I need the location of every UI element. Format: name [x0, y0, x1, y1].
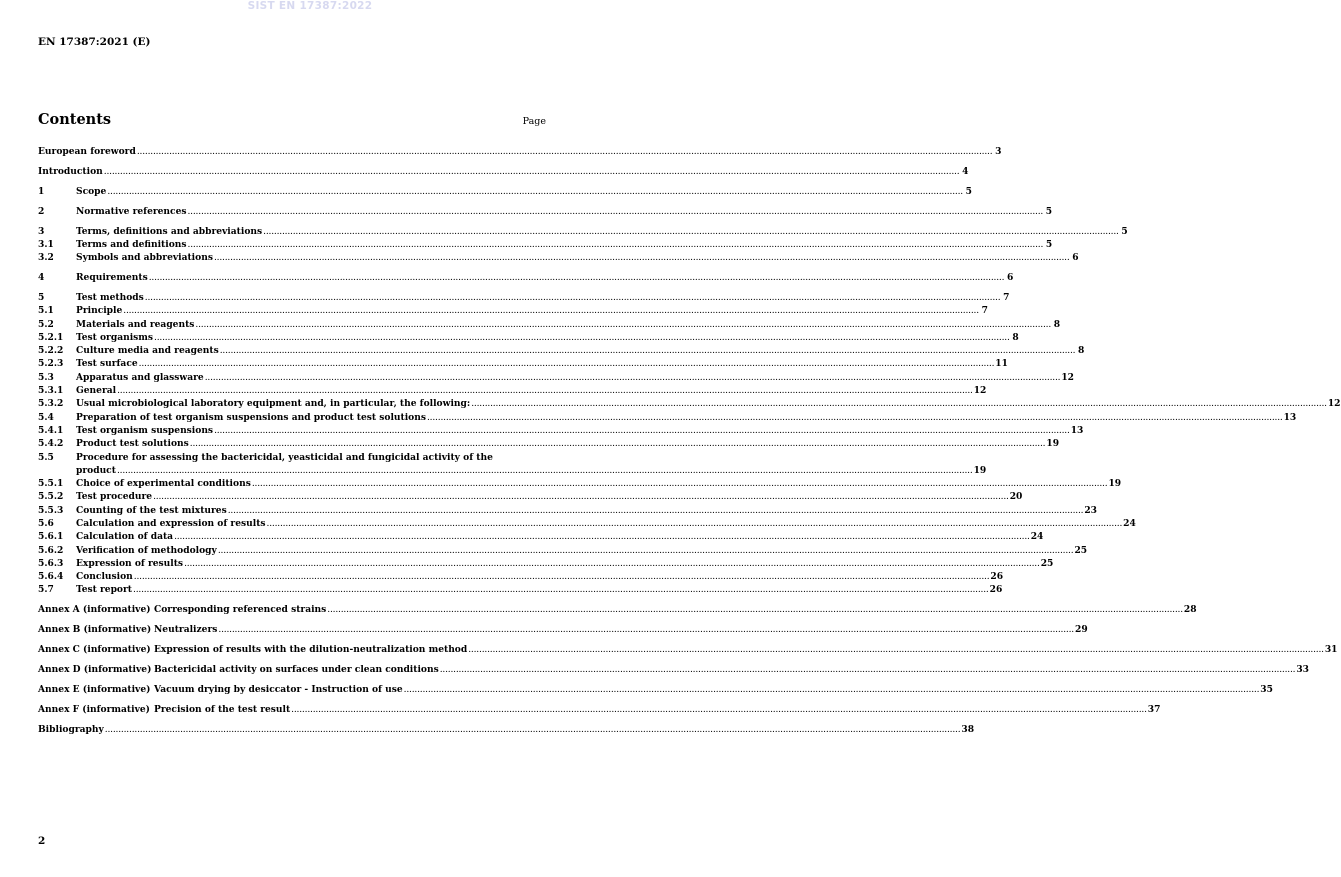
toc-entry-title: Conclusion [76, 571, 133, 583]
toc-entry-title: Apparatus and glassware [76, 371, 204, 383]
toc-entry-page: 5 [1121, 225, 1128, 237]
toc-leader [117, 385, 973, 398]
toc-leader [187, 206, 1043, 219]
toc-leader [117, 465, 973, 478]
toc-entry-title: Precision of the test result [154, 703, 291, 715]
toc-leader [228, 505, 1084, 518]
toc-entry-title: Bactericidal activity on surfaces under clean conditions [154, 664, 439, 676]
toc-entry[interactable] [38, 544, 1088, 557]
toc-leader [174, 531, 1030, 544]
toc-leader [133, 584, 989, 597]
toc-entry[interactable] [38, 683, 1273, 696]
toc-entry[interactable] [38, 205, 1053, 218]
toc-entry-page: 7 [981, 305, 988, 317]
toc-entry-page: 12 [1327, 398, 1341, 410]
toc-entry-number: 1 [38, 185, 45, 197]
toc-entry-page: 24 [1030, 531, 1044, 543]
toc-entry-number: 3 [38, 225, 45, 237]
toc-entry-page: 28 [1183, 604, 1197, 616]
toc-entry[interactable] [38, 331, 1019, 344]
toc-entry[interactable] [38, 504, 1097, 517]
toc-leader [205, 372, 1061, 385]
toc-leader [252, 478, 1108, 491]
toc-entry-page: 26 [990, 571, 1004, 583]
toc-entry-page: 12 [1061, 371, 1074, 383]
toc-entry-page: 11 [995, 358, 1008, 370]
toc-entry-title: Corresponding referenced strains [154, 604, 327, 616]
toc-entry[interactable] [38, 530, 1044, 543]
toc-annex-label: Annex E (informative) [38, 683, 151, 695]
toc-entry-page: 5 [1045, 205, 1053, 217]
toc-entry-number: 5 [38, 291, 45, 303]
toc-entry-number: 5.7 [38, 584, 54, 596]
toc-entry-page: 37 [1147, 703, 1161, 715]
toc-entry[interactable] [38, 238, 1053, 251]
toc-leader [263, 226, 1119, 239]
toc-entry-title: Procedure for assessing the bactericidal, yeasticidal and fungicidal activity of the [76, 451, 493, 463]
toc-entry-title: Usual microbiological laboratory equipment and, in particular, the following: [76, 398, 471, 410]
toc-entry-page: 4 [962, 165, 969, 177]
toc-entry-title: General [76, 385, 117, 397]
toc-leader [214, 252, 1070, 265]
toc-entry-title: Test surface [76, 358, 138, 370]
toc-annex-label: Annex D (informative) [38, 664, 152, 676]
toc-entry-number: 5.6.4 [38, 571, 64, 583]
toc-leader [218, 624, 1074, 637]
toc-entry-number: 5.6.3 [38, 557, 64, 569]
toc-entry-number: 3.2 [38, 252, 54, 264]
watermark: SIST EN 17387:2022 [247, 0, 373, 12]
toc-entry[interactable] [38, 165, 969, 178]
toc-entry[interactable] [38, 384, 987, 397]
page-column-label: Page [522, 116, 546, 127]
toc-entry-page: 25 [1040, 557, 1054, 569]
toc-entry-page: 35 [1260, 683, 1273, 695]
toc-entry-title: Choice of experimental conditions [76, 478, 251, 490]
toc-entry-number: 5.5.2 [38, 491, 64, 503]
toc-entry-title: Expression of results with the dilution-neutralization method [154, 644, 468, 656]
toc-entry-title: Test procedure [76, 491, 153, 503]
toc-entry-page: 19 [1046, 438, 1060, 450]
toc-entry-number: 5.3.1 [38, 385, 64, 397]
toc-leader [291, 704, 1147, 717]
toc-leader [404, 684, 1260, 697]
toc-entry[interactable] [38, 570, 1004, 583]
toc-entry-title-continued: product [76, 464, 116, 476]
toc-leader [123, 305, 979, 318]
toc-entry[interactable] [38, 397, 1341, 410]
toc-entry[interactable] [38, 490, 1023, 503]
toc-entry-page: 6 [1072, 252, 1079, 264]
toc-entry[interactable] [38, 517, 1136, 530]
toc-entry-page: 5 [965, 185, 972, 197]
toc-entry-number: 5.5 [38, 451, 54, 463]
toc-entry[interactable] [38, 623, 1088, 636]
toc-entry[interactable] [38, 603, 1197, 616]
toc-entry[interactable] [38, 271, 1014, 284]
toc-entry-page: 33 [1296, 664, 1309, 676]
toc-entry-page: 3 [995, 146, 1002, 157]
toc-annex-label: Annex C (informative) [38, 644, 151, 656]
toc-entry-page: 25 [1074, 544, 1088, 556]
toc-annex-label: Annex B (informative) [38, 624, 152, 636]
toc-entry[interactable] [38, 663, 1309, 676]
toc-entry-title: Test organism suspensions [76, 424, 214, 436]
toc-leader [154, 332, 1010, 345]
toc-entry-title: Scope [76, 185, 107, 197]
toc-entry-page: 6 [1006, 272, 1014, 284]
toc-entry-number: 2 [38, 205, 45, 217]
toc-entry[interactable] [38, 371, 1074, 384]
toc-entry-page: 19 [1108, 478, 1122, 490]
toc-entry-number: 5.3 [38, 371, 54, 383]
toc-entry-number: 5.2.3 [38, 358, 64, 370]
toc-leader [145, 292, 1001, 305]
toc-entry-page: 13 [1070, 424, 1084, 436]
toc-entry[interactable] [38, 304, 988, 317]
toc-entry[interactable] [38, 477, 1122, 490]
toc-entry[interactable] [38, 703, 1161, 716]
toc-entry-page: 31 [1324, 644, 1338, 656]
toc-entry-title: Test methods [76, 291, 144, 303]
toc-entry-title: Requirements [76, 272, 148, 284]
toc-entry-page: 8 [1078, 345, 1085, 357]
toc-entry-title: Culture media and reagents [76, 345, 219, 357]
toc-entry-title: Calculation of data [76, 531, 174, 543]
toc-entry-number: 5.5.3 [38, 504, 64, 516]
toc-entry-number: 5.4.1 [38, 424, 64, 436]
toc-leader [440, 664, 1296, 677]
toc-leader [427, 412, 1283, 425]
toc-entry-number: 5.6.2 [38, 544, 64, 556]
toc-entry-title: Expression of results [76, 557, 184, 569]
toc-entry[interactable] [38, 225, 1128, 238]
toc-entry-page: 26 [989, 584, 1003, 596]
toc-entry[interactable] [38, 185, 972, 198]
toc-entry-title: Preparation of test organism suspensions and product test solutions [76, 411, 426, 423]
toc-entry[interactable] [38, 145, 1002, 158]
toc-entry-page: 12 [973, 385, 987, 397]
toc-entry-number: 5.2.2 [38, 345, 64, 357]
toc-entry[interactable] [38, 251, 1079, 264]
toc-entry-number: 4 [38, 272, 45, 284]
toc-entry-number: 5.3.2 [38, 398, 64, 410]
toc-entry-title: Principle [76, 305, 123, 317]
toc-entry-title: Calculation and expression of results [76, 517, 266, 529]
toc-leader [105, 724, 961, 737]
toc-leader [471, 398, 1327, 411]
toc-entry-number: 5.2.1 [38, 331, 64, 343]
toc-leader [184, 558, 1040, 571]
toc-entry-title: Introduction [38, 165, 103, 177]
toc-entry[interactable] [38, 643, 1338, 656]
toc-entry-number: 5.4.2 [38, 438, 64, 450]
toc-entry-page: 8 [1053, 318, 1061, 330]
toc-entry-page: 20 [1009, 491, 1023, 503]
contents-title: Contents [38, 111, 112, 128]
toc-entry-page: 13 [1283, 411, 1297, 423]
toc-entry-title: Product test solutions [76, 438, 189, 450]
toc-leader [153, 491, 1009, 504]
toc-entry[interactable] [38, 451, 987, 478]
toc-entry-page: 19 [973, 464, 987, 476]
toc-entry[interactable] [38, 291, 1010, 304]
toc-entry[interactable] [38, 357, 1008, 370]
toc-entry-title: Bibliography [38, 723, 104, 735]
toc-entry-page: 8 [1012, 331, 1019, 343]
toc-entry-number: 3.1 [38, 238, 54, 250]
toc-entry-number: 5.6.1 [38, 531, 64, 543]
document-id: EN 17387:2021 (E) [38, 36, 151, 48]
toc-entry-title: Vacuum drying by desiccator - Instruction of use [154, 683, 403, 695]
toc-entry-number: 5.4 [38, 411, 54, 423]
toc-annex-label: Annex F (informative) [38, 703, 150, 715]
toc-leader [139, 358, 995, 371]
toc-entry-number: 5.5.1 [38, 478, 64, 490]
toc-entry-title: Test organisms [76, 331, 154, 343]
toc-entry-page: 38 [961, 723, 975, 735]
toc-entry-page: 24 [1123, 517, 1136, 529]
toc-entry-page: 29 [1075, 624, 1088, 636]
toc-entry-title: Normative references [76, 205, 187, 217]
toc-annex-label: Annex A (informative) [38, 604, 151, 616]
toc-entry-number: 5.1 [38, 305, 54, 317]
toc-entry[interactable] [38, 424, 1084, 437]
toc-entry-title: Symbols and abbreviations [76, 252, 213, 264]
toc-entry-title: Neutralizers [154, 624, 218, 636]
toc-entry-title: Verification of methodology [76, 544, 217, 556]
toc-leader [327, 604, 1183, 617]
toc-entry-title: Test report [76, 584, 132, 596]
toc-leader [190, 438, 1046, 451]
toc-entry-page: 23 [1084, 504, 1097, 516]
toc-leader [107, 186, 963, 199]
toc-entry-number: 5.2 [38, 318, 54, 330]
toc-leader [134, 571, 990, 584]
toc-leader [104, 166, 960, 179]
toc-entry[interactable] [38, 437, 1060, 450]
toc-leader [214, 425, 1070, 438]
toc-leader [195, 319, 1051, 332]
toc-leader [188, 239, 1044, 252]
table-of-contents [38, 145, 1341, 736]
toc-leader [137, 146, 993, 159]
toc-entry-page: 5 [1045, 238, 1053, 250]
page-number: 2 [38, 835, 46, 847]
toc-leader [468, 644, 1324, 657]
toc-entry-title: Counting of the test mixtures [76, 504, 227, 516]
toc-leader [267, 518, 1123, 531]
toc-leader [149, 272, 1005, 285]
toc-leader [218, 545, 1074, 558]
toc-entry-title: European foreword [38, 146, 136, 157]
toc-leader [220, 345, 1076, 358]
toc-entry[interactable] [38, 411, 1297, 424]
toc-entry-page: 7 [1003, 291, 1010, 303]
toc-entry[interactable] [38, 583, 1003, 596]
toc-entry-title: Terms and definitions [76, 238, 187, 250]
toc-entry-title: Materials and reagents [76, 318, 195, 330]
toc-entry[interactable] [38, 318, 1061, 331]
toc-entry[interactable] [38, 344, 1085, 357]
toc-entry[interactable] [38, 557, 1054, 570]
toc-entry-number: 5.6 [38, 517, 54, 529]
toc-entry-title: Terms, definitions and abbreviations [76, 225, 263, 237]
toc-entry[interactable] [38, 723, 975, 736]
